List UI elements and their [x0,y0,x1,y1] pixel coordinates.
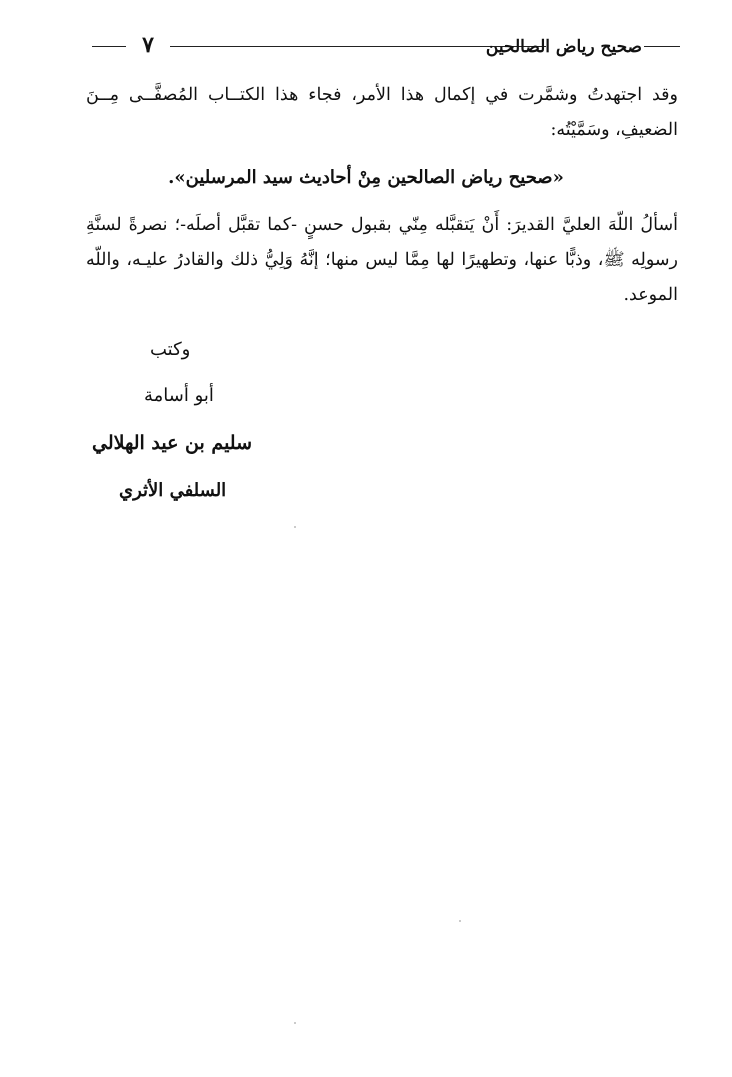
signature-name: سليم بن عيد الهلالي [92,432,253,454]
header-rule-left [92,46,126,47]
page-header [92,30,680,64]
scan-speck [294,1022,296,1024]
signature-wrote: وكتب [150,339,191,360]
book-title: «صحيح رياض الصالحين مِنْ أحاديث سيد المرسلين». [168,167,564,188]
scan-speck [294,526,296,528]
prayer-paragraph: أسألُ اللّهَ العليَّ القديرَ: أَنْ يَتقبَّله مِنّي بقبول حسنٍ -كما تقبَّل أصلَه-؛ نصرةً لسنَّةِ رسولِه ﷺ، وذبًّا عنها، وتطهيرًا لها مِمَّا ليس منها؛ إنَّهُ وَلِيُّ ذلك والقادرُ عليـه، واللّه الموعد. [86,215,678,305]
signature-kunya: أبو أسامة [144,385,214,406]
intro-paragraph: وقد اجتهدتُ وشمَّرت في إكمال هذا الأمر، فجاء هذا الكتــاب المُصفَّــى مِــنَ الضعيفِ، وسَمَّيْتُه: [86,85,678,140]
signature-nisba: السلفي الأثري [119,480,227,501]
page-number: ٧ [142,32,154,58]
header-rule-right [644,46,680,47]
scan-speck [459,920,461,922]
running-title: صحيح رياض الصالحين [485,37,642,57]
